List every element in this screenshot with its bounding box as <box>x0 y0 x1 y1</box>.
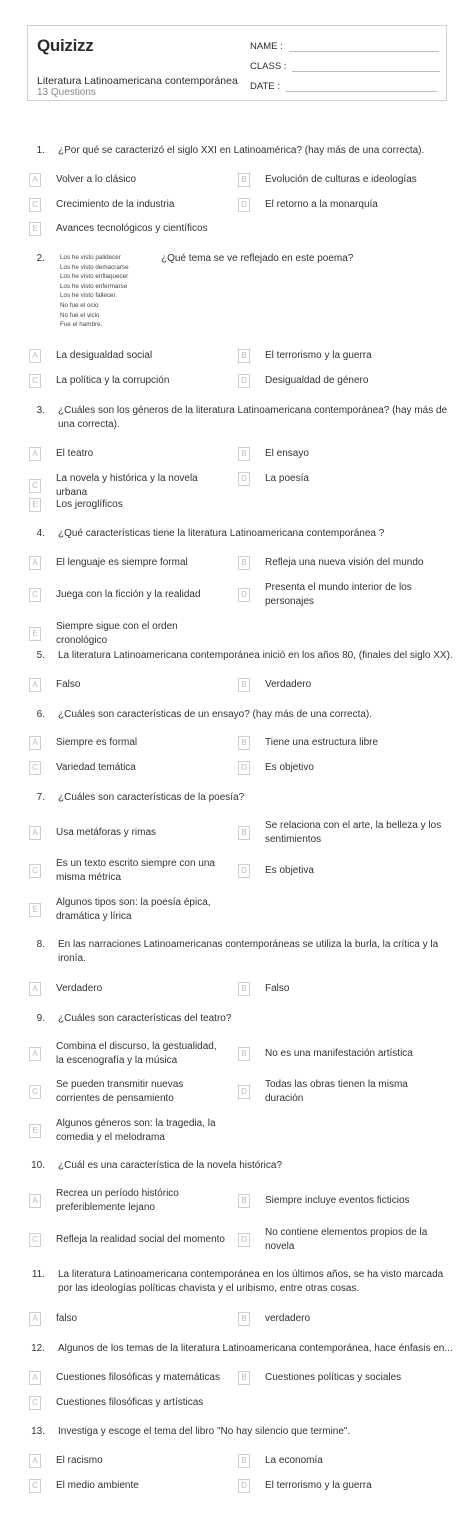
option-c[interactable] <box>29 1396 229 1410</box>
option-d[interactable] <box>238 864 448 878</box>
option-letter: A <box>29 1312 41 1326</box>
question-text: Algunos de los temas de la literatura Latinoamericana contemporánea, hace énfasis en... <box>58 1343 453 1354</box>
option-letter: B <box>238 349 250 363</box>
option-text: Refleja la realidad social del momento <box>56 1234 225 1245</box>
option-b[interactable] <box>238 1194 448 1208</box>
option-text: Volver a lo clásico <box>56 174 137 185</box>
question-text: ¿Cuáles son características de un ensayo? (hay más de una correcta). <box>58 709 373 720</box>
option-text: Todas las obras tienen la misma duración <box>265 1079 408 1104</box>
option-letter: B <box>238 1194 250 1208</box>
option-b[interactable] <box>238 173 448 187</box>
option-letter: C <box>29 374 41 388</box>
option-letter: D <box>238 198 250 212</box>
option-text: Siempre incluye eventos ficticios <box>265 1195 410 1206</box>
option-text: La economía <box>265 1455 323 1466</box>
option-text: Verdadero <box>56 983 103 994</box>
option-letter: D <box>238 1233 250 1247</box>
option-text: Es objetiva <box>265 865 314 876</box>
poem-line: Los he visto fallecer. <box>60 292 118 300</box>
option-text: Los jeroglíficos <box>56 499 123 510</box>
poem-line: Los he visto demacrarse <box>60 263 129 271</box>
question-text: Investiga y escoge el tema del libro "No hay silencio que termine". <box>58 1426 351 1437</box>
option-letter: A <box>29 982 41 996</box>
option-text: La novela y histórica y la novela urbana <box>56 473 198 498</box>
option-a[interactable] <box>29 982 229 996</box>
option-letter: C <box>29 198 41 212</box>
option-letter: B <box>238 982 250 996</box>
option-letter: A <box>29 736 41 750</box>
option-d[interactable] <box>238 1226 448 1254</box>
question-text: En las narraciones Latinoamericanas contemporáneas se utiliza la burla, la crítica y la ironía. <box>58 939 439 964</box>
option-letter: A <box>29 173 41 187</box>
option-e[interactable] <box>29 1117 229 1145</box>
option-e[interactable] <box>29 620 229 648</box>
option-letter: A <box>29 1371 41 1385</box>
option-text: Algunos géneros son: la tragedia, la comedia y el melodrama <box>56 1118 216 1143</box>
option-text: Falso <box>265 983 290 994</box>
option-text: El terrorismo y la guerra <box>265 350 372 361</box>
option-letter: A <box>29 1047 41 1061</box>
option-letter: A <box>29 1454 41 1468</box>
option-text: La poesía <box>265 473 309 484</box>
worksheet-title: Literatura Latinoamericana contemporánea <box>37 75 238 87</box>
option-text: El ensayo <box>265 448 309 459</box>
option-text: Falso <box>56 679 81 690</box>
option-text: El lenguaje es siempre formal <box>56 557 188 568</box>
option-text: Avances tecnológicos y científicos <box>56 223 208 234</box>
option-text: Refleja una nueva visión del mundo <box>265 557 424 568</box>
option-text: verdadero <box>265 1313 311 1324</box>
option-text: El medio ambiente <box>56 1480 139 1491</box>
option-b[interactable] <box>238 678 448 692</box>
question-text: La literatura Latinoamericana contemporánea inició en los años 80, (finales del siglo XX). <box>58 650 453 661</box>
option-letter: B <box>238 736 250 750</box>
option-letter: A <box>29 349 41 363</box>
option-text: Verdadero <box>265 679 312 690</box>
question-number: 5. <box>36 650 45 661</box>
option-letter: E <box>29 903 41 917</box>
name-line[interactable] <box>289 42 439 52</box>
question-number: 11. <box>31 1269 45 1280</box>
option-text: Siempre es formal <box>56 737 138 748</box>
option-letter: C <box>29 479 41 493</box>
date-field[interactable] <box>250 81 437 92</box>
option-e[interactable] <box>29 222 229 236</box>
question-text: La literatura Latinoamericana contemporánea en los últimos años, se ha visto marcada por las ideologías políticas chavista y el uribismo, entre otras cosas. <box>58 1269 444 1294</box>
question-number: 3. <box>36 405 45 416</box>
option-a[interactable] <box>29 556 229 570</box>
option-c[interactable] <box>29 374 229 388</box>
date-line[interactable] <box>286 82 437 92</box>
option-text: Cuestiones políticas y sociales <box>265 1372 402 1383</box>
option-text: El teatro <box>56 448 94 459</box>
option-letter: A <box>29 1194 41 1208</box>
question-number: 12. <box>31 1343 45 1354</box>
class-field[interactable] <box>250 61 440 72</box>
poem-line: Los he visto enflaquecer <box>60 273 129 281</box>
option-d[interactable] <box>238 581 448 609</box>
option-c[interactable] <box>29 1078 229 1106</box>
option-b[interactable] <box>238 556 448 570</box>
poem-line: Los he visto palidecer <box>60 254 121 261</box>
option-text: Crecimiento de la industria <box>56 199 175 210</box>
option-letter: C <box>29 1233 41 1247</box>
question-number: 9. <box>36 1013 45 1024</box>
question-text: ¿Qué características tiene la literatura Latinoamericana contemporánea ? <box>58 528 385 539</box>
question-number: 4. <box>36 528 45 539</box>
option-text: Cuestiones filosóficas y matemáticas <box>56 1372 220 1383</box>
question-text: ¿Por qué se caracterizó el siglo XXI en Latinoamérica? (hay más de una correcta). <box>58 145 425 156</box>
option-letter: B <box>238 556 250 570</box>
poem-line: Fue el hambre. <box>60 321 103 329</box>
option-e[interactable] <box>29 896 229 924</box>
option-letter: C <box>29 761 41 775</box>
option-d[interactable] <box>238 198 448 212</box>
quizizz-logo: Quizizz <box>37 36 94 55</box>
question-number: 8. <box>36 939 45 950</box>
option-text: Algunos tipos son: la poesía épica, dramática y lírica <box>56 897 211 922</box>
option-letter: D <box>238 588 250 602</box>
option-e[interactable] <box>29 498 229 512</box>
option-text: La política y la corrupción <box>56 375 170 386</box>
option-letter: C <box>29 588 41 602</box>
option-text: La desigualdad social <box>56 350 153 361</box>
class-line[interactable] <box>292 62 440 72</box>
option-b[interactable] <box>238 1047 448 1061</box>
option-letter: D <box>238 761 250 775</box>
option-b[interactable] <box>238 736 448 750</box>
option-text: Juega con la ficción y la realidad <box>56 589 201 600</box>
option-letter: E <box>29 222 41 236</box>
option-a[interactable] <box>29 349 229 363</box>
option-b[interactable] <box>238 447 448 461</box>
option-c[interactable] <box>29 1233 229 1247</box>
question-number: 2. <box>36 253 45 264</box>
question-number: 13. <box>31 1426 45 1437</box>
option-letter: B <box>238 678 250 692</box>
option-letter: A <box>29 447 41 461</box>
option-text: Cuestiones filosóficas y artísticas <box>56 1397 204 1408</box>
option-text: Es objetivo <box>265 762 314 773</box>
option-text: Se relaciona con el arte, la belleza y los sentimientos <box>265 820 442 845</box>
poem-excerpt <box>60 253 129 330</box>
option-d[interactable] <box>238 472 448 486</box>
option-text: Variedad temática <box>56 762 136 773</box>
option-b[interactable] <box>238 1454 448 1468</box>
option-letter: B <box>238 173 250 187</box>
option-a[interactable] <box>29 1454 229 1468</box>
option-letter: C <box>29 1479 41 1493</box>
option-letter: D <box>238 1479 250 1493</box>
option-letter: C <box>29 1396 41 1410</box>
option-letter: D <box>238 1085 250 1099</box>
option-text: Tiene una estructura libre <box>265 737 379 748</box>
option-d[interactable] <box>238 1078 448 1106</box>
option-text: Usa metáforas y rimas <box>56 827 157 838</box>
option-c[interactable] <box>29 198 229 212</box>
name-label: NAME : <box>250 41 283 52</box>
option-a[interactable] <box>29 447 229 461</box>
option-letter: B <box>238 1312 250 1326</box>
option-d[interactable] <box>238 1479 448 1493</box>
option-b[interactable] <box>238 1312 448 1326</box>
poem-line: No fue el vicio <box>60 311 100 319</box>
option-text: No contiene elementos propios de la novela <box>265 1227 428 1252</box>
option-c[interactable] <box>29 857 229 885</box>
option-a[interactable] <box>29 826 229 840</box>
question-count: 13 Questions <box>37 87 96 98</box>
option-b[interactable] <box>238 349 448 363</box>
option-text: Combina el discurso, la gestualidad, la escenografía y la música <box>56 1041 217 1066</box>
poem-line: No fue el ocio <box>60 301 99 309</box>
option-letter: B <box>238 1371 250 1385</box>
option-letter: A <box>29 678 41 692</box>
worksheet-header <box>27 25 447 101</box>
option-a[interactable] <box>29 736 229 750</box>
option-a[interactable] <box>29 173 229 187</box>
question-text: ¿Cuáles son los géneros de la literatura Latinoamericana contemporánea? (hay más de una correcta). <box>58 405 448 430</box>
option-text: Evolución de culturas e ideologías <box>265 174 417 185</box>
option-a[interactable] <box>29 678 229 692</box>
option-text: Siempre sigue con el orden cronológico <box>56 621 178 646</box>
option-a[interactable] <box>29 1187 229 1215</box>
option-d[interactable] <box>238 761 448 775</box>
option-c[interactable] <box>29 588 229 602</box>
option-text: falso <box>56 1313 78 1324</box>
option-text: No es una manifestación artística <box>265 1048 413 1059</box>
option-letter: D <box>238 472 250 486</box>
option-text: Es un texto escrito siempre con una misma métrica <box>56 858 215 883</box>
option-letter: D <box>238 374 250 388</box>
option-letter: C <box>29 1085 41 1099</box>
question-text: ¿Cuáles son características de la poesía? <box>58 792 245 803</box>
option-b[interactable] <box>238 1371 448 1385</box>
question-text: ¿Qué tema se ve reflejado en este poema? <box>161 253 354 264</box>
question-text: ¿Cuál es una característica de la novela histórica? <box>58 1160 283 1171</box>
class-label: CLASS : <box>250 61 287 72</box>
option-text: Presenta el mundo interior de los personajes <box>265 582 412 607</box>
option-text: Recrea un período histórico preferiblemente lejano <box>56 1188 179 1213</box>
option-letter: B <box>238 826 250 840</box>
option-a[interactable] <box>29 1312 229 1326</box>
date-label: DATE : <box>250 81 280 92</box>
option-letter: B <box>238 447 250 461</box>
option-letter: B <box>238 1454 250 1468</box>
option-letter: E <box>29 627 41 641</box>
option-letter: B <box>238 1047 250 1061</box>
option-text: Desigualdad de género <box>265 375 369 386</box>
option-letter: A <box>29 826 41 840</box>
option-c[interactable] <box>29 1479 229 1493</box>
option-text: El retorno a la monarquía <box>265 199 378 210</box>
option-letter: A <box>29 556 41 570</box>
poem-line: Los he visto enfermarse <box>60 282 128 290</box>
option-a[interactable] <box>29 1371 229 1385</box>
option-text: El racismo <box>56 1455 103 1466</box>
option-c[interactable] <box>29 472 229 500</box>
question-number: 7. <box>36 792 45 803</box>
option-a[interactable] <box>29 1040 229 1068</box>
option-d[interactable] <box>238 374 448 388</box>
option-text: El terrorismo y la guerra <box>265 1480 372 1491</box>
option-letter: E <box>29 1124 41 1138</box>
question-number: 6. <box>36 709 45 720</box>
option-b[interactable] <box>238 819 448 847</box>
option-letter: D <box>238 864 250 878</box>
option-letter: E <box>29 498 41 512</box>
question-number: 1. <box>36 145 45 156</box>
option-letter: C <box>29 864 41 878</box>
option-c[interactable] <box>29 761 229 775</box>
option-text: Se pueden transmitir nuevas corrientes de pensamiento <box>56 1079 184 1104</box>
name-field[interactable] <box>250 41 439 52</box>
question-text: ¿Cuáles son características del teatro? <box>58 1013 232 1024</box>
question-number: 10. <box>31 1160 45 1171</box>
option-b[interactable] <box>238 982 448 996</box>
